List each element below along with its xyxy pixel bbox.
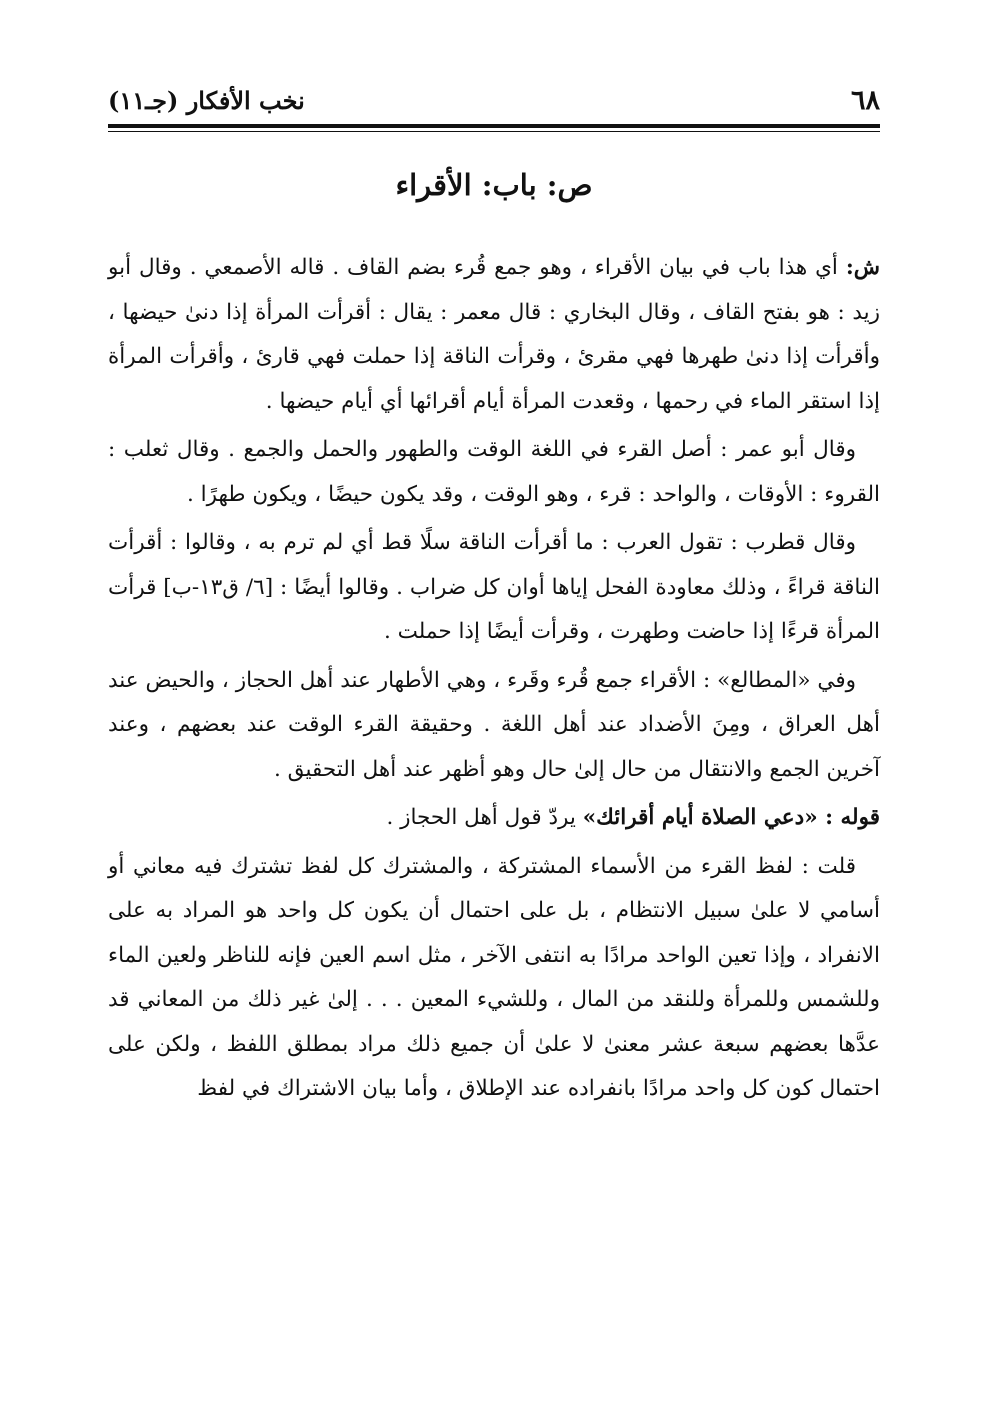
paragraph-text: وفي «المطالع» : الأقراء جمع قُرء وقَرء ، وهي الأطهار عند أهل الحجاز ، والحيض عند أهل العراق ، ومِنَ الأضداد عند أهل اللغة . وحقيقة القرء الوقت عند بعضهم ، وعند آخرين الجمع والانتقال من حال إلىٰ حال وهو أظهر عند أهل التحقيق . [108, 667, 880, 782]
paragraph-5 [108, 796, 880, 841]
running-header [108, 80, 880, 120]
hadith-quote: قوله : «دعي الصلاة أيام أقرائك» [582, 805, 880, 830]
header-rule-thick [108, 124, 880, 128]
paragraph-2 [108, 428, 880, 517]
paragraph-lead: ش: [845, 255, 880, 280]
paragraph-text: قلت : لفظ القرء من الأسماء المشتركة ، والمشترك كل لفظ تشترك فيه معاني أو أسامي لا علىٰ سبيل الانتظام ، بل على احتمال أن يكون كل واحد هو المراد به على الانفراد ، وإذا تعين الواحد مرادًا به انتفى الآخر ، مثل اسم العين فإنه للناظر ولعين الماء وللشمس وللمرأة وللنقد من المال ، وللشيء المعين . . . إلىٰ غير ذلك من المعاني قد عدَّها بعضهم سبعة عشر معنىٰ لا علىٰ أن جميع ذلك مراد بمطلق اللفظ ، ولكن على احتمال كون كل واحد مرادًا بانفراده عند الإطلاق ، وأما بيان الاشتراك في لفظ [108, 853, 880, 1101]
paragraph-text: أي هذا باب في بيان الأقراء ، وهو جمع قُرء بضم القاف . قاله الأصمعي . وقال أبو زيد : هو بفتح القاف ، وقال البخاري : قال معمر : يقال : أقرأت المرأة إذا دنىٰ حيضها ، وأقرأت إذا دنىٰ طهرها فهي مقرئ ، وقرأت الناقة إذا حملت فهي قارئ ، وأقرأت المرأة إذا استقر الماء في رحمها ، وقعدت المرأة أيام أقرائها أي أيام حيضها . [108, 255, 880, 414]
paragraph-1 [108, 246, 880, 424]
paragraph-text: وقال قطرب : تقول العرب : ما أقرأت الناقة سلًا قط أي لم ترم به ، وقالوا : أقرأت الناقة قراءً ، وذلك معاودة الفحل إياها أوان كل ضراب . وقالوا أيضًا : [٦/ ق١٣-ب] قرأت المرأة قرءًا إذا حاضت وطهرت ، وقرأت أيضًا إذا حملت . [108, 530, 880, 644]
book-title: نخب الأفكار (جـ١١) [108, 85, 305, 115]
body-text [108, 246, 880, 1116]
page-number: ٦٨ [850, 84, 880, 116]
chapter-title: ص: باب: الأقراء [395, 168, 593, 202]
paragraph-3 [108, 521, 880, 655]
header-rule-thin [108, 131, 880, 132]
paragraph-6 [108, 845, 880, 1112]
paragraph-4 [108, 659, 880, 793]
paragraph-text: يردّ قول أهل الحجاز . [386, 805, 583, 830]
paragraph-text: وقال أبو عمر : أصل القرء في اللغة الوقت والطهور والحمل والجمع . وقال ثعلب : القروء : الأوقات ، والواحد : قرء ، وهو الوقت ، وقد يكون حيضًا ، ويكون طهرًا . [108, 437, 880, 507]
